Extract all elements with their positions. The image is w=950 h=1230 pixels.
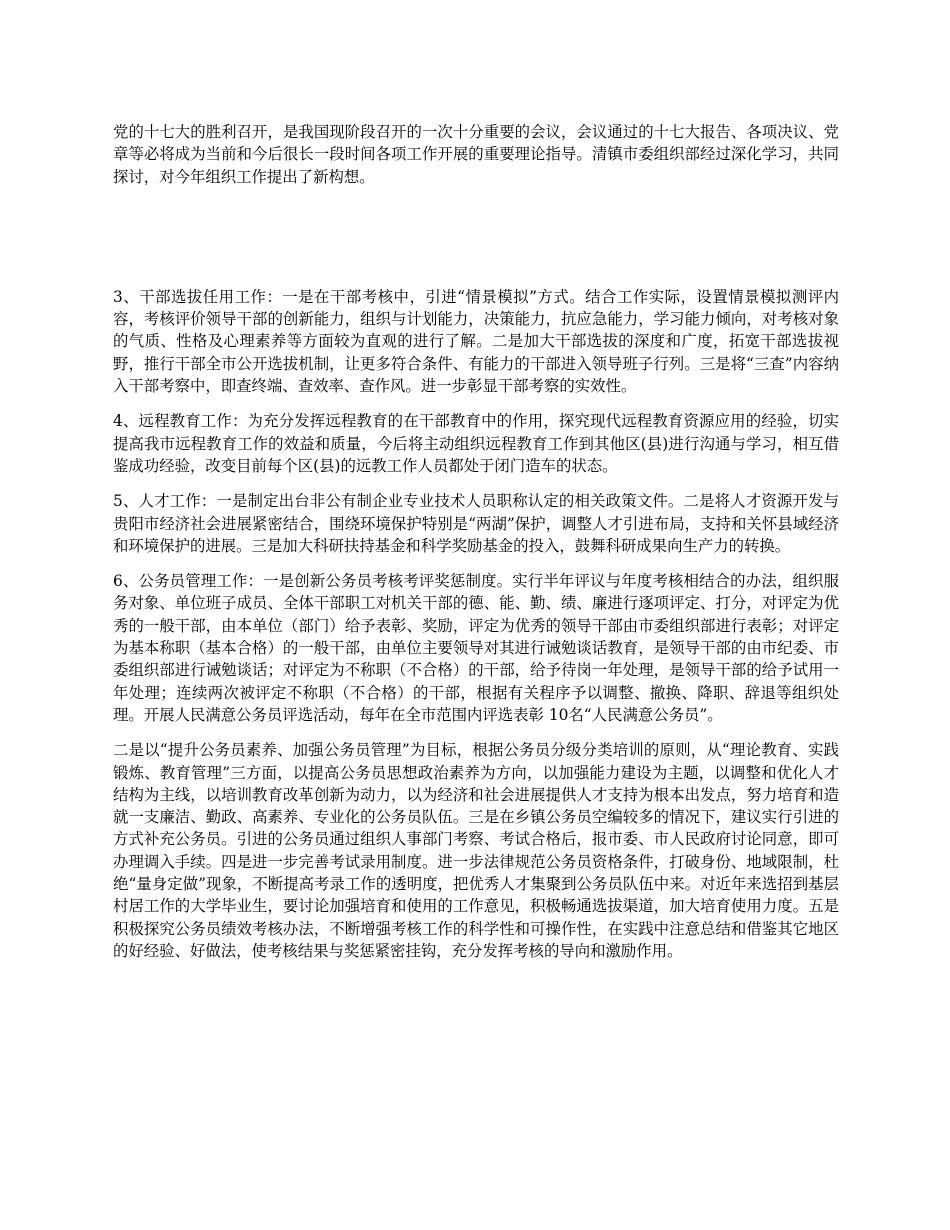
paragraph-cadre-selection: 3、干部选拔任用工作：一是在干部考核中，引进“情景模拟”方式。结合工作实际，设置情景模拟测评内容，考核评价领导干部的创新能力，组织与计划能力，决策能力，抗应急能力，学习能力倾向，对考核对象的气质、性格及心理素养等方面较为直观的进行了解。二是加大干部选拔的深度和广度，拓宽干部选拔视野，推行干部全市公开选拔机制，让更多符合条件、有能力的干部进入领导班子行列。三是将“三查”内容纳入干部考察中，即查终端、查效率、查作风。进一步彰显干部考察的实效性。 [113, 287, 839, 396]
paragraph-remote-education: 4、远程教育工作：为充分发挥远程教育的在干部教育中的作用，探究现代远程教育资源应用的经验，切实提高我市远程教育工作的效益和质量，今后将主动组织远程教育工作到其他区(县)进行沟通与学习，相互借鉴成功经验，改变目前每个区(县)的远教工作人员都处于闭门造车的状态。 [113, 412, 839, 475]
paragraph-civil-servant-management: 6、公务员管理工作：一是创新公务员考核考评奖惩制度。实行半年评议与年度考核相结合的办法，组织服务对象、单位班子成员、全体干部职工对机关干部的德、能、勤、绩、廉进行逐项评定、打分，对评定为优秀的一般干部，由本单位（部门）给予表彰、奖励，评定为优秀的领导干部由市委组织部进行表彰；对评定为基本称职（基本合格）的一般干部，由单位主要领导对其进行诫勉谈话教育，是领导干部的由市纪委、市委组织部进行诫勉谈话；对评定为不称职（不合格）的干部，给予待岗一年处理，是领导干部的给予试用一年处理；连续两次被评定不称职（不合格）的干部，根据有关程序予以调整、撤换、降职、辞退等组织处理。开展人民满意公务员评选活动，每年在全市范围内评选表彰 10名“人民满意公务员”。 [113, 572, 839, 724]
document-page [113, 121, 839, 962]
intro-paragraph: 党的十七大的胜利召开，是我国现阶段召开的一次十分重要的会议，会议通过的十七大报告、各项决议、党章等必将成为当前和今后很长一段时间各项工作开展的重要理论指导。清镇市委组织部经过深化学习，共同探讨，对今年组织工作提出了新构想。 [113, 123, 839, 186]
paragraph-talent-work: 5、人才工作：一是制定出台非公有制企业专业技术人员职称认定的相关政策文件。二是将人才资源开发与贵阳市经济社会进展紧密结合，围绕环境保护特别是“两湖”保护，调整人才引进布局，支持和关怀县域经济和环境保护的进展。三是加大科研扶持基金和科学奖励基金的投入，鼓舞科研成果向生产力的转换。 [113, 492, 839, 555]
paragraph-civil-servant-training: 二是以“提升公务员素养、加强公务员管理”为目标，根据公务员分级分类培训的原则，从“理论教育、实践锻炼、教育管理”三方面，以提高公务员思想政治素养为方向，以加强能力建设为主题，以调整和优化人才结构为主线，以培训教育改革创新为动力，以为经济和社会进展提供人才支持为根本出发点，努力培育和造就一支廉洁、勤政、高素养、专业化的公务员队伍。三是在乡镇公务员空编较多的情况下，建议实行引进的方式补充公务员。引进的公务员通过组织人事部门考察、考试合格后，报市委、市人民政府讨论同意，即可办理调入手续。四是进一步完善考试录用制度。进一步法律规范公务员资格条件，打破身份、地域限制，杜绝“量身定做”现象，不断提高考录工作的透明度，把优秀人才集聚到公务员队伍中来。对近年来选招到基层村居工作的大学毕业生，要讨论加强培育和使用的工作意见，积极畅通选拔渠道，加大培育使用力度。五是积极探究公务员绩效考核办法，不断增强考核工作的科学性和可操作性，在实践中注意总结和借鉴其它地区的好经验、好做法，使考核结果与奖惩紧密挂钩，充分发挥考核的导向和激励作用。 [113, 741, 839, 960]
blank-gap [113, 188, 839, 286]
